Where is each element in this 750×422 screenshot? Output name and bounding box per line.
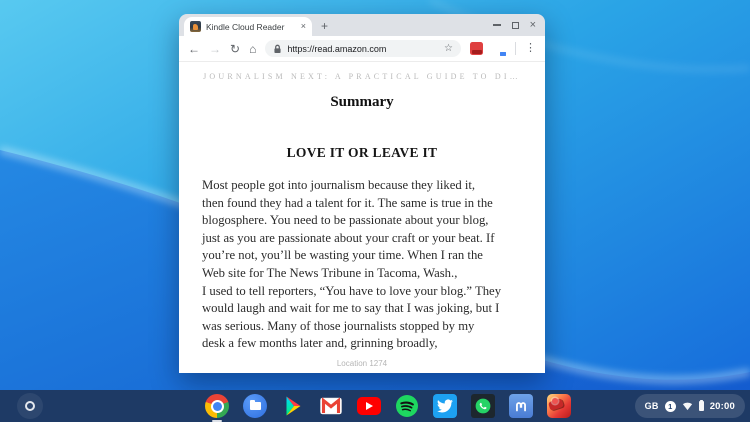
forward-icon[interactable]: → (209, 41, 221, 56)
back-icon[interactable]: ← (188, 41, 200, 56)
tab-close-icon[interactable]: × (300, 21, 306, 31)
bookmark-star-icon[interactable]: ☆ (444, 42, 453, 54)
toolbar-divider (515, 42, 516, 55)
body-line: would laugh and wait for me to say that I was joking, but I (202, 301, 500, 316)
system-tray[interactable] (635, 394, 745, 418)
browser-menu-icon[interactable]: ⋮ (525, 42, 536, 54)
body-line: Most people got into journalism because they liked it, (202, 178, 476, 192)
new-tab-button[interactable]: + (321, 19, 329, 33)
body-line: desk a few months later and, grinning broadly, (202, 336, 438, 351)
shelf-app-files[interactable] (243, 394, 267, 418)
shelf-app-chrome[interactable] (205, 394, 229, 418)
shelf-app-youtube[interactable] (357, 394, 381, 418)
browser-toolbar (179, 36, 545, 62)
spotify-icon (395, 394, 419, 418)
files-icon (243, 394, 267, 418)
address-bar[interactable] (265, 40, 461, 57)
whatsapp-icon (471, 394, 495, 418)
url-text[interactable]: https://read.amazon.com (287, 43, 387, 54)
section-title: LOVE IT OR LEAVE IT (286, 145, 438, 160)
reload-icon[interactable]: ↻ (230, 41, 241, 56)
gmail-icon (319, 394, 343, 418)
play-store-icon (281, 394, 305, 418)
clock: 20:00 (709, 400, 735, 412)
extension-icon-orange[interactable] (492, 42, 506, 56)
shelf-app-spotify[interactable] (395, 394, 419, 418)
chapter-title: Summary (330, 94, 394, 110)
body-line: you’re not, you’ll be wasting your time. When I ran the (202, 248, 483, 263)
book-title-header: JOURNALISM NEXT: A PRACTICAL GUIDE TO DI… (203, 72, 521, 81)
body-line: was serious. Many of those journalists stopped by my (202, 318, 475, 333)
lock-icon[interactable] (273, 44, 282, 54)
maximize-button[interactable] (512, 22, 519, 29)
body-line: then found they had a talent for it. The same is true in the (202, 195, 493, 210)
kindle-favicon-icon (190, 21, 201, 32)
minimize-button[interactable] (493, 24, 501, 26)
extension-icon-red[interactable] (470, 42, 483, 55)
shelf-app-play-store[interactable] (281, 394, 305, 418)
youtube-icon (357, 397, 381, 415)
wifi-icon (682, 401, 693, 411)
twitter-icon (433, 394, 457, 418)
shelf-app-game[interactable] (547, 394, 571, 418)
tab-title: Kindle Cloud Reader (206, 21, 285, 32)
location-indicator: Location 1274 (336, 359, 388, 368)
shelf (0, 390, 750, 422)
window-controls (493, 14, 536, 36)
tab-strip (179, 14, 545, 36)
body-line: blogosphere. You need to be passionate about your blog, (202, 213, 489, 228)
mastodon-icon (509, 394, 533, 418)
chrome-icon (205, 394, 229, 418)
keyboard-layout-indicator: GB (644, 401, 659, 411)
extension-badge (499, 51, 507, 57)
body-line: just as you are passionate about your craft or your beat. If (202, 230, 495, 245)
shelf-app-gmail[interactable] (319, 394, 343, 418)
body-line: Web site for The News Tribune in Tacoma, Wash., (202, 265, 458, 280)
body-line: I used to tell reporters, “You have to love your blog.” They (202, 283, 502, 298)
close-button[interactable]: × (529, 18, 536, 31)
body-paragraph (202, 177, 522, 353)
shelf-apps (205, 390, 571, 422)
notification-count-badge: 1 (665, 401, 676, 412)
shelf-app-mastodon[interactable] (509, 394, 533, 418)
home-icon[interactable]: ⌂ (249, 41, 257, 56)
shelf-app-whatsapp[interactable] (471, 394, 495, 418)
reader-page (179, 62, 545, 373)
launcher-button[interactable] (17, 393, 43, 419)
launcher-icon (25, 401, 35, 411)
battery-icon (699, 401, 704, 411)
browser-tab[interactable] (184, 17, 312, 36)
game-icon (547, 394, 571, 418)
browser-window (179, 14, 545, 373)
shelf-app-twitter[interactable] (433, 394, 457, 418)
